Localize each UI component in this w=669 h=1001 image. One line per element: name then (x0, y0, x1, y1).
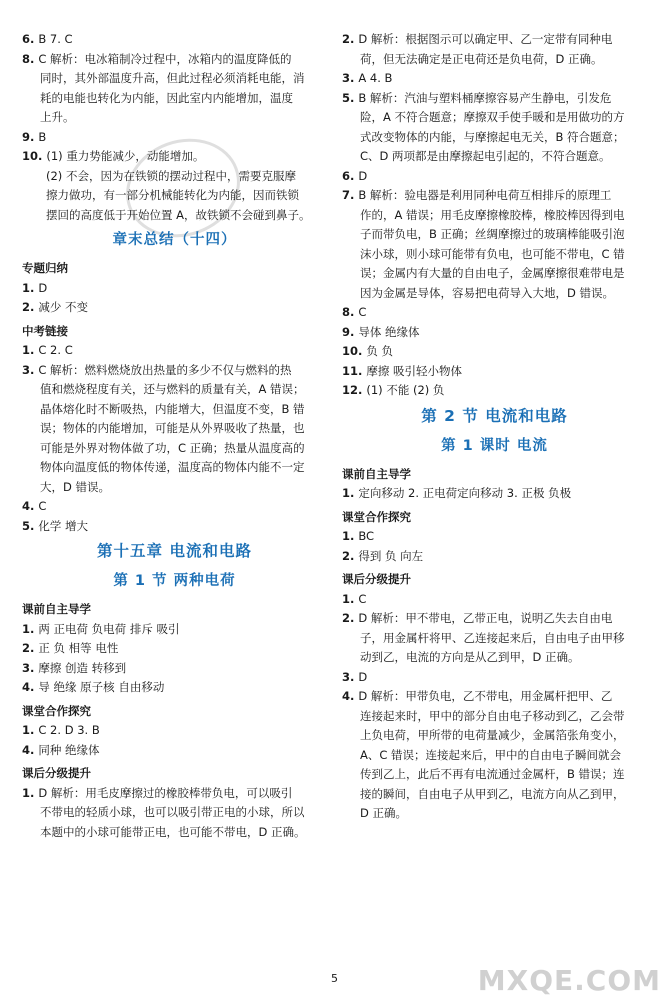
answer-line: 晶体熔化时不断吸热，内能增大，但温度不变，B 错 (40, 401, 305, 416)
answer-number: 1. (22, 343, 35, 357)
section-classroom-right: 课堂合作探究 (342, 509, 411, 524)
answer-number: 6. (342, 168, 355, 183)
answer-line (22, 784, 327, 804)
answer-text: 减少 不变 (38, 300, 89, 314)
answer-text: C (358, 591, 367, 606)
answer-number: 3. (342, 669, 355, 684)
answer-number: 3. (22, 660, 35, 675)
section-classroom: 课堂合作探究 (22, 703, 91, 718)
answer-number: 1. (22, 723, 35, 737)
section-1-heading: 第 1 节 两种电荷 (113, 573, 236, 589)
answer-line (342, 30, 647, 50)
right-block-2 (342, 484, 647, 504)
answer-text: B 7. C (38, 32, 73, 46)
answer-line: 沫小球，则小球可能带有负电，也可能不带电，C 错 (360, 246, 625, 261)
answer-number: 7. (342, 188, 355, 202)
right-column (342, 30, 647, 824)
answer-text: D 解析：甲带负电，乙不带电，用金属杆把甲、乙 (358, 689, 613, 703)
answer-line (342, 362, 647, 382)
answer-line (342, 167, 647, 187)
section-2-heading: 第 2 节 电流和电路 (421, 406, 568, 425)
answer-number: 12. (342, 383, 363, 397)
answer-line (22, 741, 327, 761)
answer-number: 1. (22, 785, 35, 800)
answer-number: 4. (22, 499, 35, 513)
answer-line: 子，用金属杆将甲、乙连接起来后，自由电子由甲移 (360, 630, 625, 645)
answer-line: 动到乙，电流的方向是从乙到甲，D 正确。 (360, 650, 580, 664)
answer-line: 子而带负电，B 正确；丝绸摩擦过的玻璃棒能吸引泡 (360, 227, 625, 241)
watermark-logo: MXQE.COM (477, 964, 661, 997)
answer-line (342, 342, 647, 362)
answer-line (22, 279, 327, 299)
answer-line: 大，D 错误。 (40, 479, 111, 494)
answer-line: 式改变物体的内能，与摩擦起电无关，B 符合题意； (360, 129, 625, 144)
right-block-3 (342, 527, 647, 566)
answer-line: 擦力做功，有一部分机械能转化为内能，因而铁锁 (46, 188, 299, 202)
answer-number: 8. (22, 51, 35, 66)
answer-text: 正 负 相等 电性 (38, 641, 119, 655)
answer-text: C 2. D 3. B (38, 723, 100, 737)
section-exam-link: 中考链接 (22, 323, 68, 338)
answer-line (22, 678, 327, 698)
answer-line: 值和燃烧程度有关，还与燃料的质量有关，A 错误； (40, 382, 305, 396)
answer-number: 2. (22, 641, 35, 655)
answer-number: 3. (342, 71, 355, 85)
answer-text: (1) 重力势能减少，动能增加。 (46, 149, 205, 163)
answer-line: 因为金属是导体，容易把电荷导入大地，D 错误。 (360, 285, 615, 300)
answer-line (342, 303, 647, 323)
answer-text: 负 负 (366, 344, 394, 358)
answer-line: 物体向温度低的物体传递，温度高的物体内能不一定 (40, 460, 305, 474)
answer-line: 可能是外界对物体做了功，C 正确；热量从温度高的 (40, 440, 305, 455)
left-block-1 (22, 30, 327, 225)
answer-text: BC (358, 529, 375, 543)
answer-line (342, 69, 647, 89)
answer-number: 5. (22, 518, 35, 533)
answer-line (342, 186, 647, 206)
answer-text: B 解析：验电器是利用同种电荷互相排斥的原理工 (358, 188, 612, 202)
left-column (22, 30, 327, 842)
answer-text: C (38, 499, 47, 513)
answer-number: 1. (342, 529, 355, 543)
answer-text: 同种 绝缘体 (38, 742, 100, 757)
answer-line (22, 639, 327, 659)
answer-line: 作的，A 错误；用毛皮摩擦橡胶棒，橡胶棒因得到电 (360, 207, 625, 222)
answer-number: 6. (22, 32, 35, 46)
answer-line (22, 721, 327, 741)
answer-number: 2. (342, 548, 355, 563)
answer-number: 10. (342, 344, 363, 358)
answer-number: 1. (22, 621, 35, 636)
left-block-5 (22, 721, 327, 760)
answer-text: C 解析：电冰箱制冷过程中，冰箱内的温度降低的 (38, 51, 292, 66)
answer-number: 10. (22, 149, 43, 163)
answer-line (342, 484, 647, 504)
answer-line (342, 527, 647, 547)
answer-number: 3. (22, 362, 35, 377)
answer-line (22, 30, 327, 50)
answer-line: D 正确。 (360, 806, 408, 820)
answer-line: 连接起来时，甲中的部分自由电子移动到乙，乙会带 (360, 708, 625, 723)
answer-line: 误；金属内有大量的自由电子，金属摩擦很难带电是 (360, 266, 625, 280)
answer-line (342, 381, 647, 401)
answer-line: 同时，其外部温度升高，但此过程必须消耗电能，消 (40, 71, 305, 85)
answer-number: 11. (342, 363, 363, 378)
answer-text: D 解析：甲不带电，乙带正电，说明乙失去自由电 (358, 611, 613, 625)
answer-line: C、D 两项都是由摩擦起电引起的，不符合题意。 (360, 149, 611, 163)
left-block-3 (22, 341, 327, 536)
answer-text: 导 绝缘 原子核 自由移动 (38, 680, 165, 694)
lesson-1-heading: 第 1 课时 电流 (441, 437, 548, 454)
answer-number: 9. (22, 129, 35, 144)
answer-line (342, 590, 647, 610)
answer-number: 4. (22, 680, 35, 694)
answer-line (342, 323, 647, 343)
answer-line (22, 298, 327, 318)
answer-line: (2) 不会，因为在铁锁的摆动过程中，需要克服摩 (46, 168, 296, 183)
answer-line (342, 609, 647, 629)
answer-line: 摆回的高度低于开始位置 A，故铁锁不会碰到鼻子。 (46, 207, 311, 222)
answer-number: 5. (342, 90, 355, 105)
answer-line: 险，A 不符合题意；摩擦双手使手暖和是用做功的方 (360, 110, 625, 124)
answer-line: 误；物体的内能增加，可能是从外界吸收了热量，也 (40, 421, 305, 435)
section-after-class: 课后分级提升 (22, 766, 91, 780)
answer-text: D (38, 280, 48, 295)
left-block-4 (22, 620, 327, 698)
answer-number: 1. (342, 486, 355, 500)
answer-text: 摩擦 创造 转移到 (38, 660, 127, 675)
answer-line: 接的瞬间，自由电子从甲到乙，电流方向从乙到甲， (360, 786, 625, 801)
answer-number: 8. (342, 305, 355, 319)
answer-text: B (38, 129, 47, 144)
answer-number: 2. (342, 611, 355, 625)
answer-number: 1. (342, 591, 355, 606)
answer-text: 化学 增大 (38, 518, 89, 533)
section-topic-summary: 专题归纳 (22, 261, 68, 275)
right-block-4 (342, 590, 647, 824)
answer-number: 4. (342, 689, 355, 703)
answer-line (22, 361, 327, 381)
answer-line (22, 147, 327, 167)
answer-text: 两 正电荷 负电荷 排斥 吸引 (38, 621, 180, 636)
answer-number: 1. (22, 280, 35, 295)
answer-text: 定向移动 2. 正电荷定向移动 3. 正极 负极 (358, 486, 572, 500)
answer-text: 导体 绝缘体 (358, 324, 420, 339)
chapter-15-heading: 第十五章 电流和电路 (97, 542, 252, 560)
answer-line: 上升。 (40, 110, 75, 124)
left-block-2 (22, 279, 327, 318)
answer-line (342, 89, 647, 109)
answer-text: C (358, 305, 367, 319)
answer-text: 摩擦 吸引轻小物体 (366, 363, 463, 378)
answer-line: 不带电的轻质小球，也可以吸引带正电的小球，所以 (40, 805, 305, 819)
answer-line: 本题中的小球可能带正电，也可能不带电，D 正确。 (40, 824, 306, 839)
answer-text: 得到 负 向左 (358, 548, 424, 563)
answer-line (22, 620, 327, 640)
page-number: 5 (331, 972, 338, 985)
answer-number: 2. (342, 32, 355, 46)
answer-line (22, 497, 327, 517)
chapter-summary-heading: 章末总结（十四） (112, 232, 237, 248)
answer-text: (1) 不能 (2) 负 (366, 383, 445, 397)
answer-text: D (358, 669, 368, 684)
answer-line: A、C 错误；连接起来后，甲中的自由电子瞬间就会 (360, 747, 622, 762)
answer-text: A 4. B (358, 71, 393, 85)
section-preview: 课前自主导学 (22, 602, 91, 616)
answer-line (342, 687, 647, 707)
answer-line (22, 341, 327, 361)
answer-number: 9. (342, 324, 355, 339)
answer-line: 传到乙上，此后不再有电流通过金属杆，B 错误；连 (360, 767, 625, 781)
answer-line (22, 50, 327, 70)
answer-text: D (358, 168, 368, 183)
right-block-1 (342, 30, 647, 401)
answer-line (342, 668, 647, 688)
answer-line: 耗的电能也转化为内能，因此室内内能增加，温度 (40, 90, 293, 105)
answer-text: D 解析：用毛皮摩擦过的橡胶棒带负电，可以吸引 (38, 785, 293, 800)
answer-line (22, 659, 327, 679)
answer-text: D 解析：根据图示可以确定甲、乙一定带有同种电 (358, 32, 613, 46)
answer-line (22, 517, 327, 537)
answer-number: 2. (22, 300, 35, 314)
answer-text: C 解析：燃料燃烧放出热量的多少不仅与燃料的热 (38, 362, 292, 377)
answer-number: 4. (22, 742, 35, 757)
answer-line: 上负电荷，甲所带的电荷量减少，金属箔张角变小， (360, 728, 625, 742)
answer-text: B 解析：汽油与塑料桶摩擦容易产生静电，引发危 (358, 90, 612, 105)
answer-line: 荷，但无法确定是正电荷还是负电荷，D 正确。 (360, 51, 603, 66)
left-block-6 (22, 784, 327, 843)
answer-text: C 2. C (38, 343, 73, 357)
answer-line (22, 128, 327, 148)
answer-line (342, 547, 647, 567)
section-preview-right: 课前自主导学 (342, 466, 411, 481)
section-after-class-right: 课后分级提升 (342, 572, 411, 586)
